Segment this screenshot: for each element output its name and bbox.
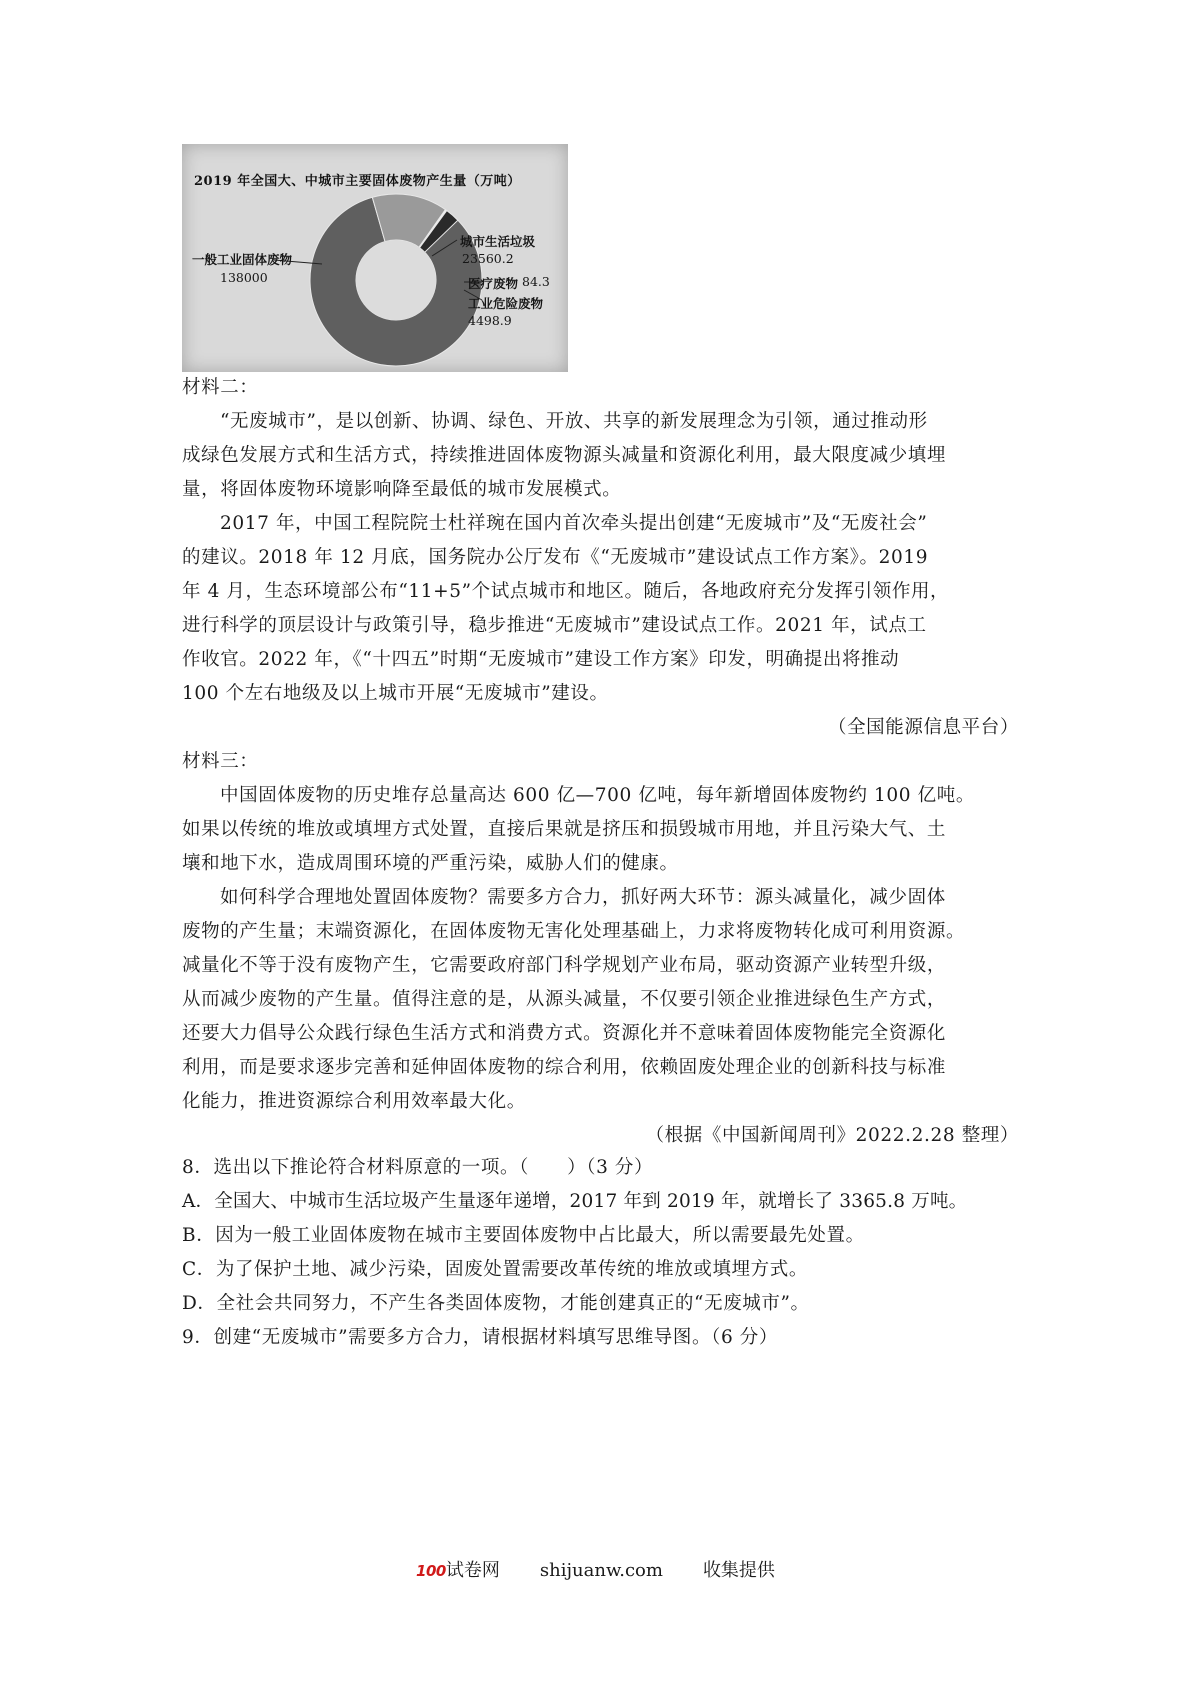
footer-note: 收集提供 (702, 1560, 775, 1581)
paragraph-line: 如何科学合理地处置固体废物？需要多方合力，抓好两大环节：源头减量化，减少固体 (220, 887, 946, 908)
donut-chart-figure (182, 144, 568, 372)
paragraph-line: 量，将固体废物环境影响降至最低的城市发展模式。 (182, 479, 622, 500)
paragraph-line: 废物的产生量；末端资源化，在固体废物无害化处理基础上，力求将废物转化成可利用资源。 (182, 921, 966, 942)
data-label-medical-waste: 84.3 (522, 274, 550, 289)
data-label-hazardous-industrial: 4498.9 (468, 313, 512, 328)
legend-label-municipal-waste: 城市生活垃圾 (460, 234, 536, 249)
paragraph-line: 100 个左右地级及以上城市开展“无废城市”建设。 (182, 683, 609, 704)
page-footer (0, 1556, 1191, 1582)
site-logo: 100 (416, 1562, 446, 1580)
question-9: 9．创建“无废城市”需要多方合力，请根据材料填写思维导图。（6 分） (182, 1327, 778, 1348)
paragraph-line: 年 4 月，生态环境部公布“11+5”个试点城市和地区。随后，各地政府充分发挥引领作用， (182, 581, 950, 602)
paragraph-line: 作收官。2022 年，《“十四五”时期“无废城市”建设工作方案》印发，明确提出将推动 (182, 649, 900, 670)
paragraph-line: 利用，而是要求逐步完善和延伸固体废物的综合利用，依赖固废处理企业的创新科技与标准 (182, 1057, 947, 1078)
q8-option-d: D．全社会共同努力，不产生各类固体废物，才能创建真正的“无废城市”。 (182, 1293, 810, 1314)
material3-label: 材料三： (182, 751, 259, 772)
paragraph-line: 2017 年，中国工程院院士杜祥琬在国内首次牵头提出创建“无废城市”及“无废社会” (220, 513, 928, 534)
paragraph-line: 的建议。2018 年 12 月底，国务院办公厅发布《“无废城市”建设试点工作方案》。2019 (182, 547, 929, 568)
chart-title: 2019 年全国大、中城市主要固体废物产生量（万吨） (194, 174, 521, 189)
legend-label-hazardous-industrial: 工业危险废物 (468, 296, 544, 311)
paragraph-line: 如果以传统的堆放或填埋方式处置，直接后果就是挤压和损毁城市用地，并且污染大气、土 (182, 819, 947, 840)
question-8: 8．选出以下推论符合材料原意的一项。（ ）（3 分） (182, 1157, 654, 1178)
site-url: shijuanw.com (539, 1560, 663, 1581)
site-brand: 试卷网 (445, 1560, 500, 1581)
data-label-general-industrial: 138000 (220, 270, 268, 285)
paragraph-line: 从而减少废物的产生量。值得注意的是，从源头减量，不仅要引领企业推进绿色生产方式， (182, 989, 947, 1010)
paragraph-line: 壤和地下水，造成周围环境的严重污染，威胁人们的健康。 (182, 853, 679, 874)
data-label-municipal-waste: 23560.2 (462, 251, 514, 266)
paragraph-line: 还要大力倡导公众践行绿色生活方式和消费方式。资源化并不意味着固体废物能完全资源化 (182, 1023, 947, 1044)
paragraph-line: “无废城市”，是以创新、协调、绿色、开放、共享的新发展理念为引领，通过推动形 (220, 411, 928, 432)
paragraph-line: 进行科学的顶层设计与政策引导，稳步推进“无废城市”建设试点工作。2021 年，试点工 (182, 615, 927, 636)
donut-hole (356, 240, 436, 320)
q8-option-b: B．因为一般工业固体废物在城市主要固体废物中占比最大，所以需要最先处置。 (182, 1225, 865, 1246)
paragraph-line: 成绿色发展方式和生活方式，持续推进固体废物源头减量和资源化利用，最大限度减少填埋 (182, 445, 947, 466)
legend-label-medical-waste: 医疗废物 (468, 276, 519, 291)
material3-source: （根据《中国新闻周刊》2022.2.28 整理） (645, 1125, 1019, 1146)
paragraph-line: 中国固体废物的历史堆存总量高达 600 亿—700 亿吨，每年新增固体废物约 100 亿吨。 (220, 785, 975, 806)
q8-option-a: A．全国大、中城市生活垃圾产生量逐年递增，2017 年到 2019 年，就增长了 3365.8 万吨。 (182, 1191, 968, 1212)
q8-option-c: C．为了保护土地、减少污染，固废处置需要改革传统的堆放或填埋方式。 (182, 1259, 808, 1280)
paragraph-line: 减量化不等于没有废物产生，它需要政府部门科学规划产业布局，驱动资源产业转型升级， (182, 955, 947, 976)
material2-source: （全国能源信息平台） (827, 717, 1019, 738)
legend-label-general-industrial: 一般工业固体废物 (192, 252, 293, 267)
paragraph-line: 化能力，推进资源综合利用效率最大化。 (182, 1091, 526, 1112)
material2-label: 材料二： (182, 377, 259, 398)
